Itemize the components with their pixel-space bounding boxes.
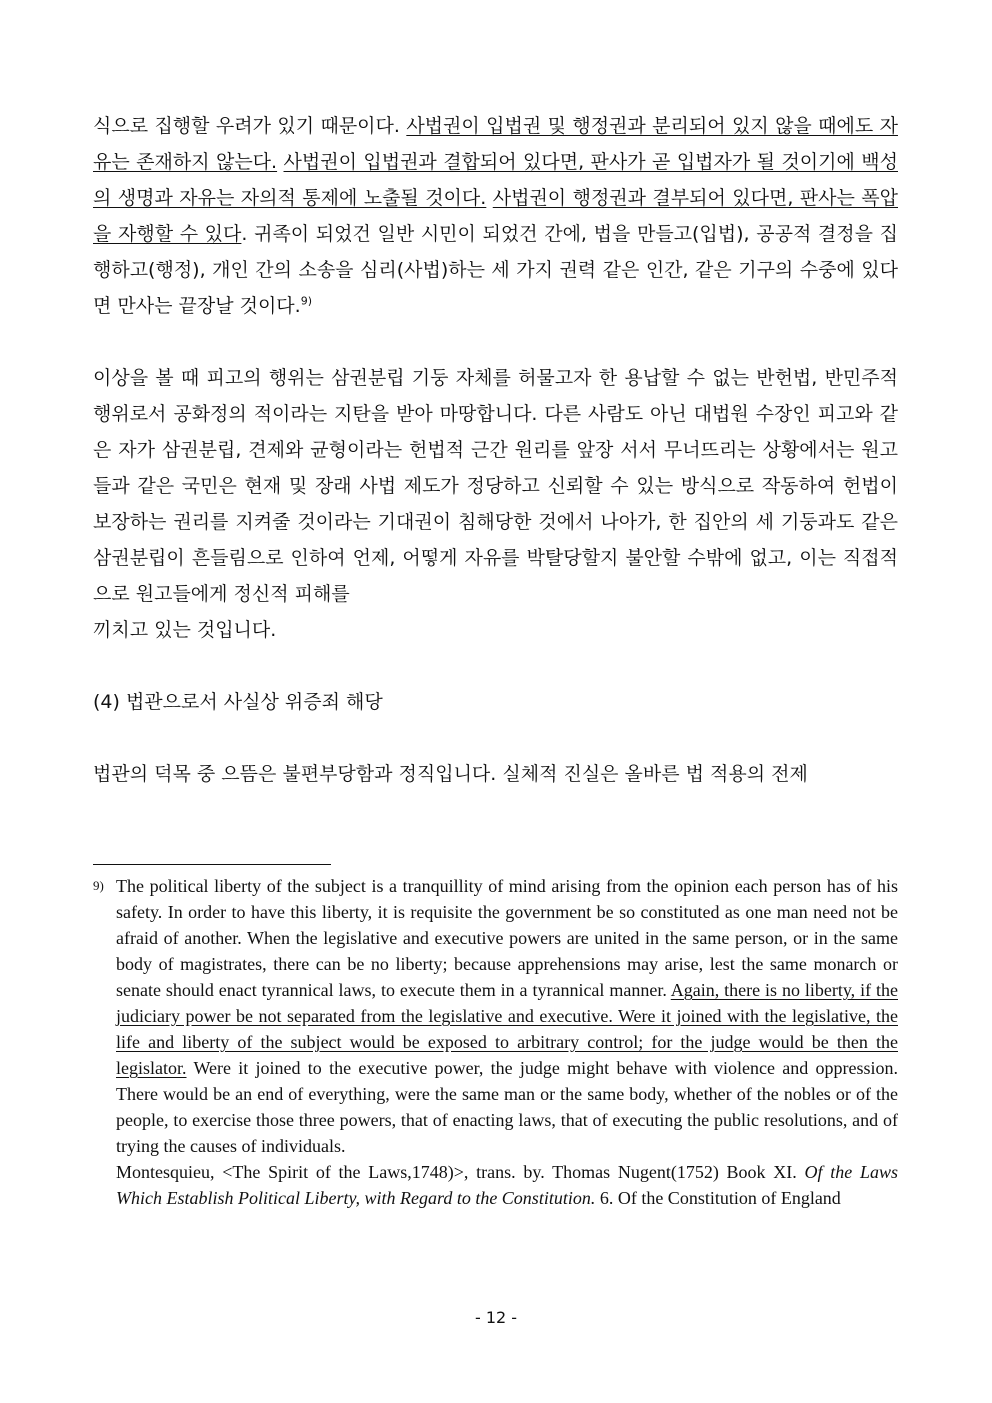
text: Were it joined to the executive power, the judge might behave with violence and oppression. There would be an end of everything, were the same man or the same body, whether of the nobles or of the people, to exercise those three powers, that of enacting laws, that of executing the public resolutions, and of trying the causes of individuals. <box>116 1058 898 1156</box>
page-number: - 12 - <box>474 1308 518 1327</box>
section-heading: (4) 법관으로서 사실상 위증죄 해당 <box>93 691 383 713</box>
footnote-number: 9) <box>93 878 104 893</box>
text: 식으로 집행할 우려가 있기 때문이다. <box>93 115 407 137</box>
paragraph-montesquieu-translation <box>93 108 898 324</box>
underlined-text: 사법권이 입법권과 결합되어 있다면, 판사가 곧 입법자가 될 것이기에 백성의 생명과 자유는 자의적 통제에 노출될 것이다. <box>93 151 898 209</box>
underlined-text: 사법권이 행정권과 결부되어 있다면, 판사는 폭압을 자행할 수 있다 <box>93 187 898 245</box>
italic-title: Of the Laws Which Establish Political Liberty, with Regard to the Constitution. <box>116 1162 898 1208</box>
text: 이상을 볼 때 피고의 행위는 삼권분립 기둥 자체를 허물고자 한 용납할 수 없는 반헌법, 반민주적 행위로서 공화정의 적이라는 지탄을 받아 마땅합니다. 다른 사람도 아닌 대법원 수장인 피고와 같은 자가 삼권분립, 견제와 균형이라는 헌법적 근간 원리를 앞장 서서 무너뜨리는 상황에서는 원고들과 같은 국민은 현재 및 장래 사법 제도가 정당하고 신뢰할 수 있는 방식으로 작동하여 헌법이 보장하는 권리를 지켜줄 것이라는 기대권이 침해당한 것에서 나아가, 한 집안의 세 기둥과도 같은 삼권분립이 흔들림으로 인하여 언제, 어떻게 자유를 박탈당할지 불안할 수밖에 없고, 이는 직접적으로 원고들에게 정신적 피해를 <box>93 367 898 605</box>
text: . 귀족이 되었건 일반 시민이 되었건 간에, 법을 만들고(입법), 공공적 결정을 집행하고(행정), 개인 간의 소송을 심리(사법)하는 세 가지 권력 같은 인간, 같은 기구의 수중에 있다면 만사는 끝장날 것이다. <box>93 223 898 317</box>
text: 6. Of the Constitution of England <box>595 1188 841 1208</box>
document-body <box>93 108 898 792</box>
paragraph-judge-virtues: 법관의 덕목 중 으뜸은 불편부당함과 정직입니다. 실체적 진실은 올바른 법 적용의 전제 <box>93 763 808 785</box>
underlined-text: Again, there is no liberty, if the judiciary power be not separated from the legislative and executive. Were it joined with the legislative, the life and liberty of the subject would be exposed to arbitrary control; for the judge would be then the legislator. <box>116 980 898 1078</box>
footnote-divider <box>93 864 331 865</box>
footnote-reference: 9) <box>300 294 312 308</box>
footnote-citation <box>93 1159 898 1211</box>
footnote <box>93 873 898 1211</box>
text: The political liberty of the subject is a tranquillity of mind arising from the opinion each person has of his safety. In order to have this liberty, it is requisite the government be so constituted as one man need not be afraid of another. When the legislative and executive powers are united in the same person, or in the same body of magistrates, there can be no liberty; because apprehensions may arise, lest the same monarch or senate should enact tyrannical laws, to execute them in a tyrannical manner. <box>116 876 898 1000</box>
text: 끼치고 있는 것입니다. <box>93 619 277 641</box>
paragraph-conclusion <box>93 360 898 648</box>
text: Montesquieu, <The Spirit of the Laws,1748)>, trans. by. Thomas Nugent(1752) Book XI. <box>116 1162 805 1182</box>
footnote-text <box>93 873 898 1159</box>
underlined-text: 사법권이 입법권 및 행정권과 분리되어 있지 않을 때에도 자유는 존재하지 않는다. <box>93 115 898 173</box>
